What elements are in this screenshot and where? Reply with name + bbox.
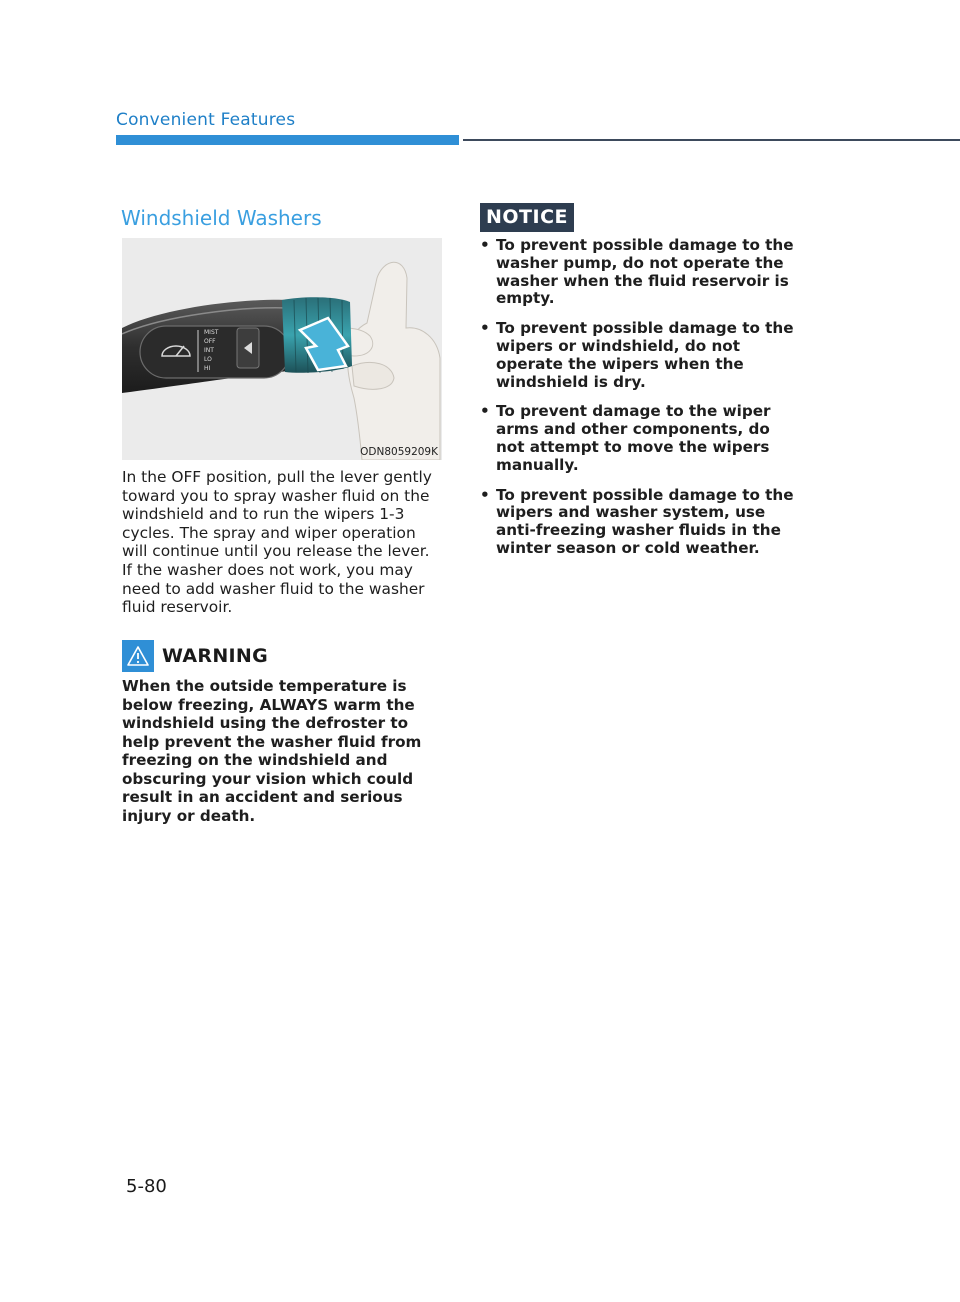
stalk-label-int: INT [204,347,214,354]
running-header-title: Convenient Features [116,110,296,130]
notice-badge: NOTICE [480,203,574,232]
header-rule-accent [116,135,459,145]
notice-item-text: To prevent possible damage to the wipers or windshield, do not operate the wipers when the windshield is dry. [496,319,794,391]
section-title: Windshield Washers [121,206,322,230]
notice-item [480,403,800,474]
washer-instructions-paragraph: In the OFF position, pull the lever gently toward you to spray washer fluid on the windshield and to run the wipers 1-3 cycles. The spray and wiper operation will continue until you release the lever. If the washer does not work, you may need to add washer fluid to the washer fluid reservoir. [122,468,432,617]
warning-text: When the outside temperature is below freezing, ALWAYS warm the windshield using the defroster to help prevent the washer fluid from freezing on the windshield and obscuring your vision which could result in an accident and serious injury or death. [122,677,422,825]
stalk-label-lo: LO [204,356,212,363]
bullet-icon: • [480,485,490,504]
notice-item-text: To prevent possible damage to the wipers and washer system, use anti-freezing washer fluids in the winter season or cold weather. [496,485,794,557]
warning-label: WARNING [162,645,269,667]
notice-item-text: To prevent possible damage to the washer pump, do not operate the washer when the fluid reservoir is empty. [496,236,794,308]
bullet-icon: • [480,236,490,254]
page-number: 5-80 [126,1176,167,1197]
bullet-icon: • [480,319,490,338]
stalk-label-hi: HI [204,365,211,372]
stalk-label-off: OFF [204,338,216,345]
notice-item [480,487,800,558]
wiper-stalk-drawing [122,238,442,460]
stalk-label-mist: MIST [204,329,219,336]
header-rule [463,139,960,141]
warning-triangle-icon [122,640,154,672]
bullet-icon: • [480,402,490,421]
notice-item-text: To prevent damage to the wiper arms and other components, do not attempt to move the wipers manually. [496,402,771,474]
figure-caption: ODN8059209K [360,446,438,458]
notice-item [480,320,800,391]
warning-header [122,640,268,672]
notice-list [480,237,800,570]
wiper-stalk-illustration [122,238,442,460]
notice-item [480,237,800,308]
